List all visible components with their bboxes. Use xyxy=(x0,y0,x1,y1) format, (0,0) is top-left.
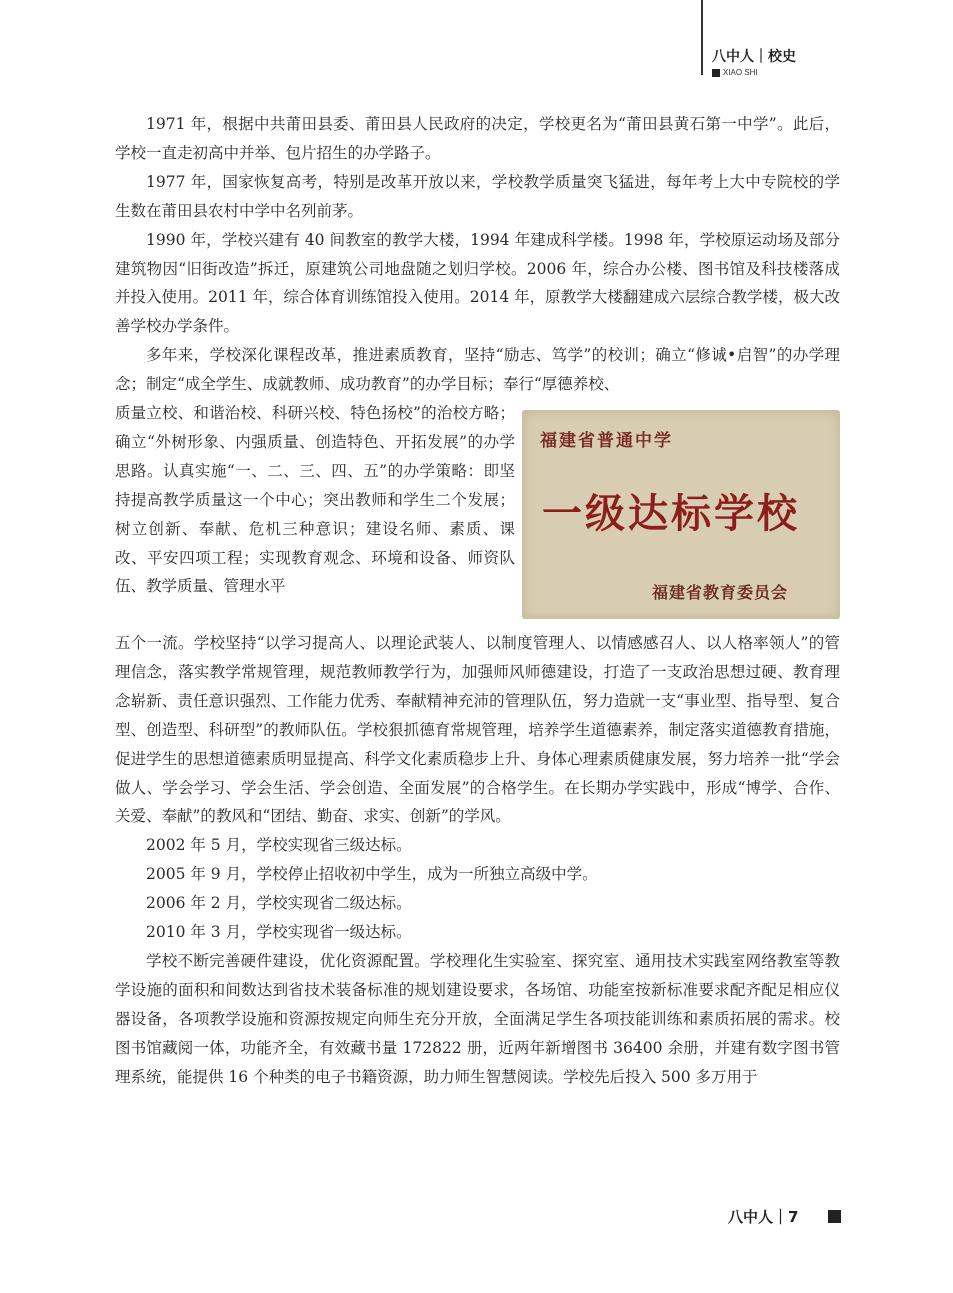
plaque-photo xyxy=(522,410,840,619)
page-footer xyxy=(728,1206,841,1227)
body-text-top xyxy=(115,110,840,399)
plaque-line-2: 一级达标学校 xyxy=(542,490,800,537)
paragraph: 1977 年，国家恢复高考，特别是改革开放以来，学校教学质量突飞猛进，每年考上大中专院校的学生数在莆田县农村中学中名列前茅。 xyxy=(115,172,840,220)
square-bullet-icon xyxy=(712,69,720,77)
paragraph: 2002 年 5 月，学校实现省三级达标。 xyxy=(146,836,412,855)
header-divider-line xyxy=(701,0,703,75)
paragraph-continue: 五个一流。学校坚持“以学习提高人、以理论武装人、以制度管理人、以情感感召人、以人格率领人”的管理信念，落实教学常规管理，规范教师教学行为，加强师风师德建设，打造了一支政治思想过硬、教育理念崭新、责任意识强烈、工作能力优秀、奉献精神充沛的管理队伍，努力造就一支“事业型、指导型、复合型、创造型、科研型”的教师队伍。学校狠抓德育常规管理，培养学生道德素养，制定落实道德教育措施，促进学生的思想道德素质明显提高、科学文化素质稳步上升、身体心理素质健康发展，努力培养一批“学会做人、学会学习、学会生活、学会创造、全面发展”的合格学生。在长期办学实践中，形成“博学、合作、关爱、奉献”的教风和“团结、勤奋、求实、创新”的学风。 xyxy=(115,634,840,826)
section-subtitle-text: XIAO SHI xyxy=(723,68,758,77)
square-marker-icon xyxy=(828,1210,841,1223)
body-text-bottom xyxy=(115,629,840,1092)
section-subtitle xyxy=(712,68,758,77)
paragraph: 多年来，学校深化课程改革，推进素质教育，坚持“励志、笃学”的校训；确立“修诚•启智”的办学理念；制定“成全学生、成就教师、成功教育”的办学目标；奉行“厚德养校、 xyxy=(115,346,840,394)
plaque-line-3: 福建省教育委员会 xyxy=(652,583,789,602)
paragraph-wrap: 质量立校、和谐治校、科研兴校、特色扬校”的治校方略；确立“外树形象、内强质量、创造特色、开拓发展”的办学思路。认真实施“一、二、三、四、五”的办学策略：即坚持提高教学质量这一个中心；突出教师和学生二个发展；树立创新、奉献、危机三种意识；建设名师、素质、课改、平安四项工程；实现教育观念、环境和设备、师资队伍、教学质量、管理水平 xyxy=(115,404,515,596)
page-number: 八中人｜7 xyxy=(728,1208,799,1226)
paragraph: 2005 年 9 月，学校停止招收初中学生，成为一所独立高级中学。 xyxy=(146,865,598,884)
paragraph: 学校不断完善硬件建设，优化资源配置。学校理化生实验室、探究室、通用技术实践室网络教室等教学设施的面积和间数达到省技术装备标准的规划建设要求，各场馆、功能室按新标准要求配齐配足相应仪器设备，各项教学设施和资源按规定向师生充分开放，全面满足学生各项技能训练和素质拓展的需求。校图书馆藏阅一体，功能齐全，有效藏书量 172822 册，近两年新增图书 36400 余册，并建有数字图书管理系统，能提供 16 个种类的电子书籍资源，助力师生智慧阅读。学校先后投入 500 多万用于 xyxy=(115,951,840,1086)
paragraph: 2006 年 2 月，学校实现省二级达标。 xyxy=(146,894,412,913)
plaque-line-1: 福建省普通中学 xyxy=(540,431,673,451)
paragraph: 2010 年 3 月，学校实现省一级达标。 xyxy=(146,923,412,942)
paragraph: 1990 年，学校兴建有 40 间教室的教学大楼，1994 年建成科学楼。1998 年，学校原运动场及部分建筑物因“旧街改造”拆迁，原建筑公司地盘随之划归学校。2006 年，综合办公楼、图书馆及科技楼落成并投入使用。2011 年，综合体育训练馆投入使用。2014 年，原教学大楼翻建成六层综合教学楼，极大改善学校办学条件。 xyxy=(115,230,840,336)
paragraph: 1971 年，根据中共莆田县委、莆田县人民政府的决定，学校更名为“莆田县黄石第一中学”。此后，学校一直走初高中并举、包片招生的办学路子。 xyxy=(115,115,840,162)
section-title: 八中人｜校史 xyxy=(712,49,796,65)
body-text-wrap xyxy=(115,399,515,601)
